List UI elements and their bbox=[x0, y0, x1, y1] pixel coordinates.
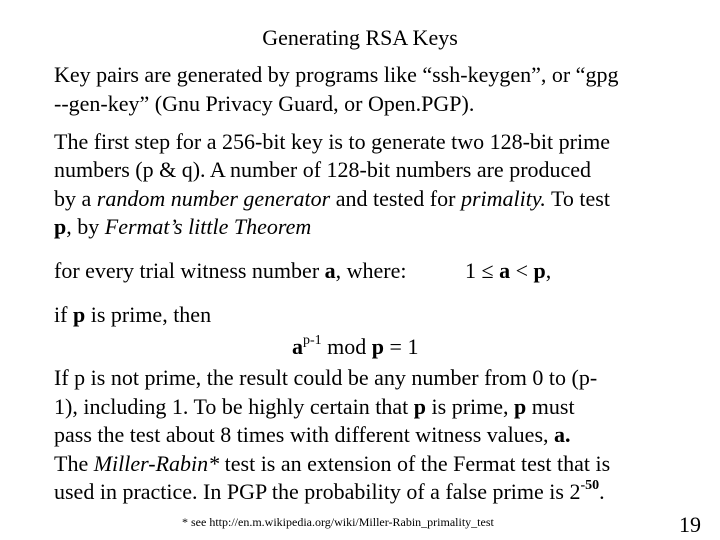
probability-exponent: -50 bbox=[580, 477, 600, 493]
var-a: a bbox=[324, 258, 336, 283]
cond-a: a bbox=[499, 258, 511, 283]
para3-line4-b: test is an extension of the Fermat test that is bbox=[219, 451, 611, 476]
para2-line4-a: , by bbox=[66, 214, 105, 239]
var-p: p bbox=[54, 214, 67, 239]
witness-where: , where: bbox=[335, 258, 407, 283]
para3-line2 bbox=[54, 394, 575, 420]
footnote: * see http://en.m.wikipedia.org/wiki/Miller-Rabin_primality_test bbox=[182, 515, 494, 529]
formula-mod: mod bbox=[321, 334, 372, 359]
para3-line4 bbox=[54, 451, 610, 477]
prime-line-b: is prime, then bbox=[85, 302, 212, 327]
para2-line3 bbox=[54, 186, 610, 212]
para3-line2-b: is prime, bbox=[426, 394, 515, 419]
witness-line bbox=[54, 258, 407, 284]
cond-end: , bbox=[545, 258, 552, 283]
prime-line-a: if bbox=[54, 302, 73, 327]
para2-line4 bbox=[54, 214, 311, 240]
para3-line2-p1: p bbox=[413, 394, 427, 419]
para3-line3-var: a. bbox=[554, 422, 571, 447]
formula-exponent: p-1 bbox=[303, 332, 322, 348]
page-number: 19 bbox=[679, 512, 701, 537]
para2-line2-text: numbers (p & q). A number of 128-bit numbers are produced bbox=[54, 157, 592, 182]
prime-line-p: p bbox=[72, 302, 86, 327]
cond-lt: < bbox=[510, 258, 534, 283]
miller-rabin-term: Miller-Rabin* bbox=[93, 451, 220, 476]
para2-line3-b: and tested for bbox=[330, 186, 461, 211]
fermat-theorem-term: Fermat’s little Theorem bbox=[104, 214, 312, 239]
formula-p: p bbox=[371, 334, 385, 359]
witness-condition bbox=[465, 258, 551, 284]
para3-line3 bbox=[54, 422, 571, 448]
para3-line2-a: 1), including 1. To be highly certain that bbox=[54, 394, 414, 419]
prime-line bbox=[54, 302, 211, 328]
para3-line5 bbox=[54, 479, 605, 505]
formula-end: = 1 bbox=[384, 334, 419, 359]
para2-line3-a: by a bbox=[54, 186, 97, 211]
para1-line1: Key pairs are generated by programs like “ssh-keygen”, or “gpg bbox=[54, 62, 619, 87]
para2-line1: The first step for a 256-bit key is to generate two 128-bit prime bbox=[54, 129, 610, 154]
primality-term: primality. bbox=[460, 186, 546, 211]
para3-line5-a: used in practice. In PGP the probability of a false prime is 2 bbox=[54, 479, 581, 504]
slide-title: Generating RSA Keys bbox=[262, 25, 458, 50]
para3-line3-a: pass the test about 8 times with different witness values, bbox=[54, 422, 555, 447]
cond-1: 1 ≤ bbox=[465, 258, 500, 283]
random-number-generator-term: random number generator bbox=[96, 186, 331, 211]
para2-line3-c: To test bbox=[545, 186, 610, 211]
fermat-formula bbox=[292, 334, 418, 360]
para3-line4-a: The bbox=[54, 451, 94, 476]
para2-line2 bbox=[54, 157, 591, 183]
para3-line2-c: must bbox=[526, 394, 575, 419]
para3-line1: If p is not prime, the result could be any number from 0 to (p- bbox=[54, 365, 598, 390]
para1-line2: --gen-key” (Gnu Privacy Guard, or Open.PGP). bbox=[54, 91, 475, 116]
para3-line2-p2: p bbox=[514, 394, 527, 419]
witness-prefix: for every trial witness number bbox=[54, 258, 325, 283]
para3-line5-end: . bbox=[599, 479, 605, 504]
cond-p: p bbox=[533, 258, 546, 283]
formula-base: a bbox=[292, 334, 303, 359]
